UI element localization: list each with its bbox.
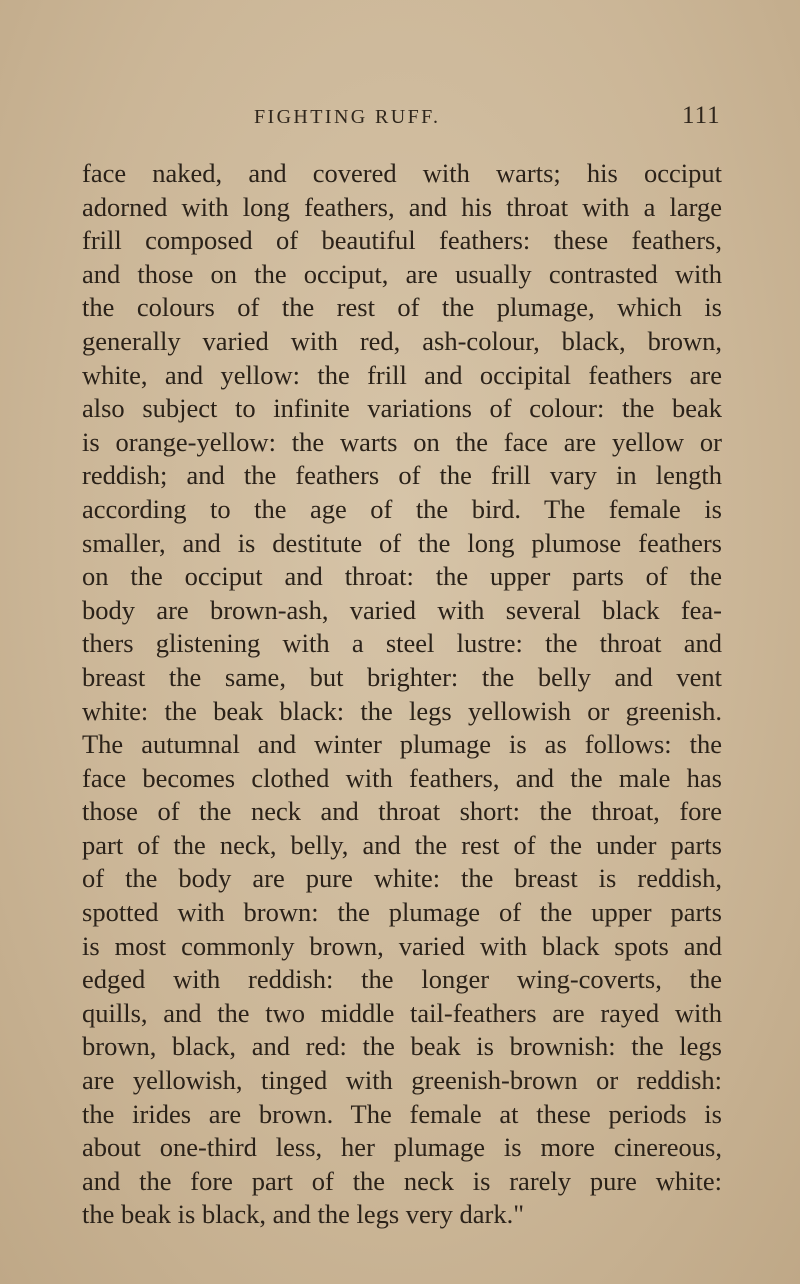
- text-line: The autumnal and winter plumage is as follows: the: [82, 729, 722, 760]
- text-line: spotted with brown: the plumage of the upper parts: [82, 897, 722, 928]
- text-line: face becomes clothed with feathers, and the male has: [82, 762, 722, 793]
- text-line: is orange-yellow: the warts on the face are yellow or: [82, 426, 722, 457]
- text-line: edged with reddish: the longer wing-coverts, the: [82, 964, 722, 995]
- text-line: about one-third less, her plumage is more cinereous,: [82, 1132, 722, 1163]
- text-line: quills, and the two middle tail-feathers are rayed with: [82, 997, 722, 1028]
- text-line: on the occiput and throat: the upper parts of the: [82, 561, 722, 592]
- text-line: breast the same, but brighter: the belly and vent: [82, 661, 722, 692]
- text-line: is most commonly brown, varied with black spots and: [82, 930, 722, 961]
- text-line: according to the age of the bird. The female is: [82, 493, 722, 524]
- text-line: body are brown-ash, varied with several black fea-: [82, 594, 722, 625]
- text-line: reddish; and the feathers of the frill vary in length: [82, 460, 722, 491]
- text-line: part of the neck, belly, and the rest of the under parts: [82, 829, 722, 860]
- text-line: frill composed of beautiful feathers: these feathers,: [82, 225, 722, 256]
- text-line: also subject to infinite variations of colour: the beak: [82, 393, 722, 424]
- text-line: the beak is black, and the legs very dark.": [82, 1199, 525, 1230]
- text-line: are yellowish, tinged with greenish-brown or reddish:: [82, 1065, 722, 1096]
- page-number: 111: [682, 102, 721, 129]
- running-head: [0, 102, 800, 136]
- text-line: face naked, and covered with warts; his occiput: [82, 158, 722, 188]
- text-line: smaller, and is destitute of the long plumose feathers: [82, 527, 722, 558]
- text-line: thers glistening with a steel lustre: the throat and: [82, 628, 722, 659]
- text-line: and the fore part of the neck is rarely pure white:: [82, 1165, 722, 1196]
- body-text: [82, 157, 722, 1232]
- text-line: white, and yellow: the frill and occipital feathers are: [82, 359, 722, 390]
- text-line: brown, black, and red: the beak is brownish: the legs: [82, 1031, 722, 1062]
- text-line: the irides are brown. The female at these periods is: [82, 1098, 722, 1129]
- text-line: those of the neck and throat short: the throat, fore: [82, 796, 722, 827]
- running-title: FIGHTING RUFF.: [254, 106, 441, 128]
- text-line: white: the beak black: the legs yellowish or greenish.: [82, 695, 722, 726]
- text-line: of the body are pure white: the breast is reddish,: [82, 863, 722, 894]
- text-line: adorned with long feathers, and his throat with a large: [82, 191, 722, 222]
- text-line: and those on the occiput, are usually contrasted with: [82, 258, 722, 289]
- text-line: generally varied with red, ash-colour, black, brown,: [82, 325, 722, 356]
- text-line: the colours of the rest of the plumage, which is: [82, 292, 722, 323]
